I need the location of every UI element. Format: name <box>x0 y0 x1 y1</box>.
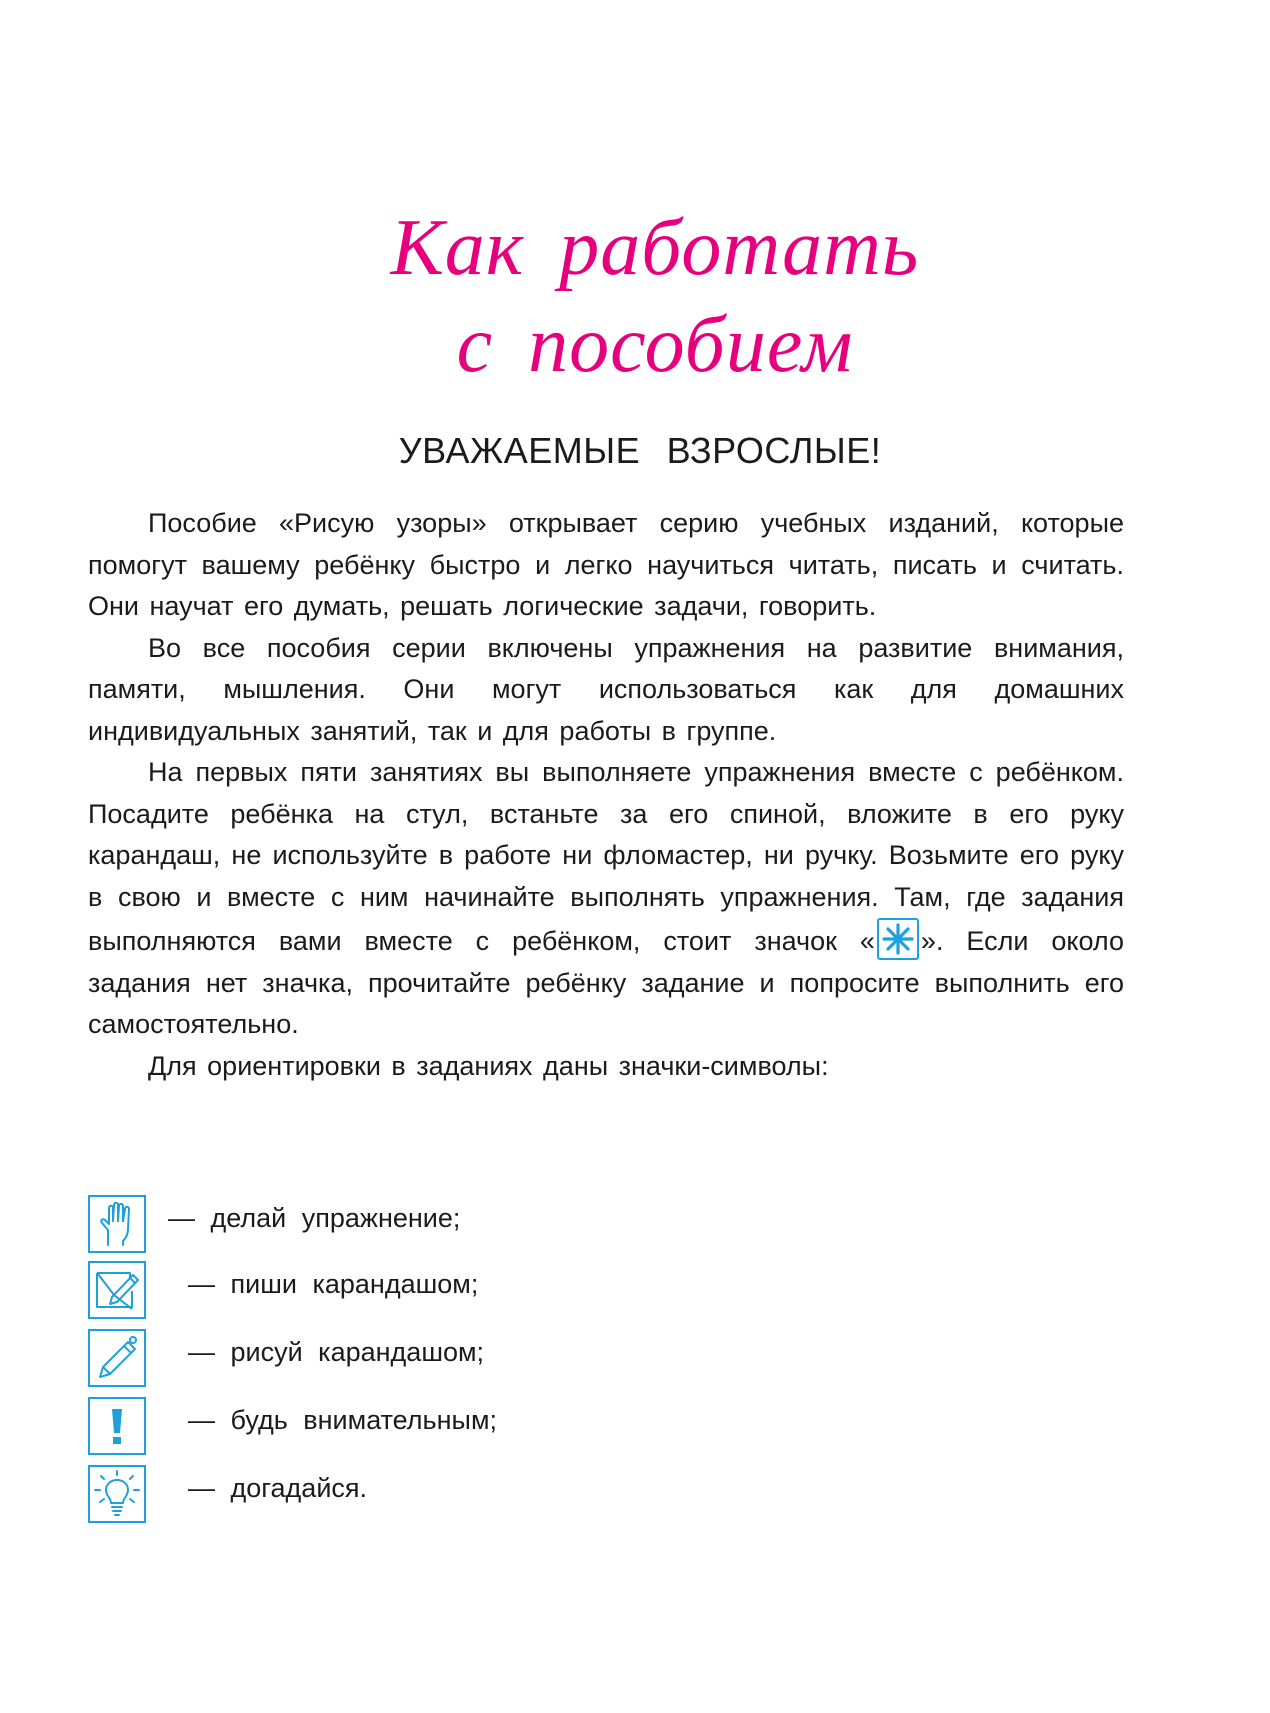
paragraph-2: Во все пособия серии включены упражнения на развитие внимания, памяти, мышления. Они могут использоваться как для домашних индивидуальных занятий, так и для работы в группе. <box>88 632 1124 746</box>
paragraph-1: Пособие «Рисую узоры» открывает серию учебных изданий, которые помогут вашему ребёнку быстро и легко научиться читать, писать и считать. Они научат его думать, решать логические задачи, говорить. <box>88 508 1124 621</box>
paragraph-3-start: На первых пяти занятиях вы выполняете упражнения вместе с ребёнком. Посадите ребёнка на стул, встаньте за его спиной, вложите в его руку карандаш, не используйте в работе ни фломастер, ни ручку. Возьмите его руку в свою и вместе с ним начинайте выполнять упражнения. Там, где задания выполняются вами вместе с ребёнком, стоит значок « <box>88 757 1124 956</box>
legend-item-attention <box>88 1397 888 1457</box>
hand-icon <box>88 1195 146 1253</box>
paragraph-4: Для ориентировки в заданиях даны значки-символы: <box>148 1050 829 1081</box>
legend-text-guess: — догадайся. <box>188 1473 368 1503</box>
snowflake-icon <box>877 918 919 960</box>
legend-text-draw: — рисуй карандашом; <box>188 1337 485 1367</box>
legend-text-exercise: — делай упражнение; <box>168 1203 461 1233</box>
body-text <box>88 503 1124 1087</box>
paragraph-3-end: ». Если около задания нет значка, прочитайте ребёнку задание и попросите выполнить его самостоятельно. <box>88 926 1125 1039</box>
write-pencil-icon <box>88 1261 146 1319</box>
page-title-line-2: с пособием <box>456 301 854 389</box>
draw-pencil-icon <box>88 1329 146 1387</box>
legend-item-draw <box>88 1329 888 1389</box>
legend-item-guess <box>88 1465 888 1525</box>
legend-text-write: — пиши карандашом; <box>188 1269 479 1299</box>
legend-item-exercise <box>88 1195 888 1255</box>
paragraph-3 <box>88 752 1124 1046</box>
exclamation-icon <box>88 1397 146 1455</box>
legend-text-attention: — будь внимательным; <box>188 1405 498 1435</box>
section-heading: УВАЖАЕМЫЕ ВЗРОСЛЫЕ! <box>398 430 882 471</box>
lightbulb-icon <box>88 1465 146 1523</box>
page-title-line-1: Как работать <box>390 204 920 292</box>
legend-item-write <box>88 1261 888 1321</box>
